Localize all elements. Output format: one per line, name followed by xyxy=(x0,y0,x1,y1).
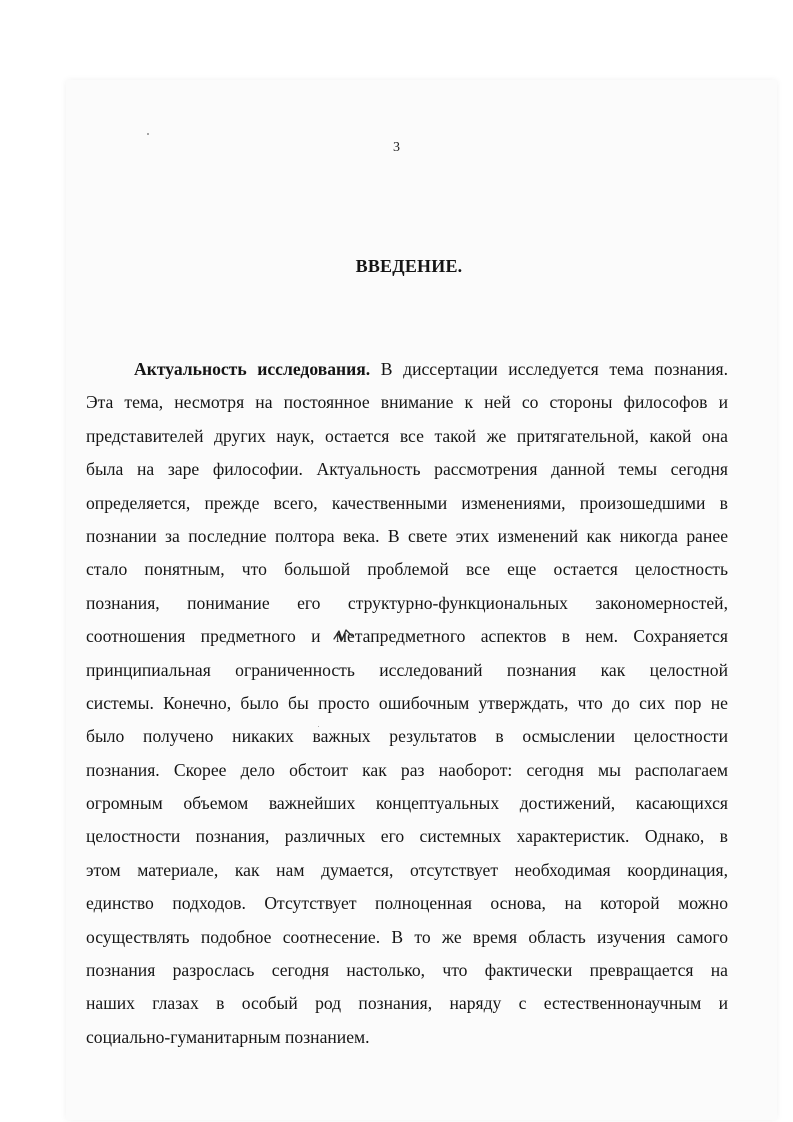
text-line: познания, понимание его структурно-функциональных закономерностей, xyxy=(86,592,728,613)
text-line: единство подходов. Отсутствует полноценная основа, на которой можно xyxy=(86,893,728,914)
text-line: осуществлять подобное соотнесение. В то же время область изучения самого xyxy=(86,926,728,947)
text-line: Эта тема, несмотря на постоянное внимание к ней со стороны философов и xyxy=(86,392,728,413)
text-line xyxy=(86,353,728,386)
handwritten-correction-mark xyxy=(333,627,353,643)
text-line: социально-гуманитарным познанием. xyxy=(86,1026,370,1047)
body-paragraph xyxy=(86,353,728,1054)
text-line: представителей других наук, остается все такой же притягательной, какой она xyxy=(86,425,728,446)
text-line: целостности познания, различных его системных характеристик. Однако, в xyxy=(86,826,728,847)
text-line: познания разрослась сегодня настолько, что фактически превращается на xyxy=(86,960,728,981)
text-line: огромным объемом важнейших концептуальных достижений, касающихся xyxy=(86,793,728,814)
text-line: стало понятным, что большой проблемой все еще остается целостность xyxy=(86,559,728,580)
text-line-continuation: В диссертации исследуется тема познания. xyxy=(370,359,728,379)
lead-in: Актуальность исследования. xyxy=(134,359,371,379)
text-line: познания. Скорее дело обстоит как раз наоборот: сегодня мы располагаем xyxy=(86,759,728,780)
text-line: наших глазах в особый род познания, наряду с естественнонаучным и xyxy=(86,993,728,1014)
text-line: была на заре философии. Актуальность рассмотрения данной темы сегодня xyxy=(86,459,728,480)
text-line: познании за последние полтора века. В свете этих изменений как никогда ранее xyxy=(86,525,728,546)
scan-speck xyxy=(147,133,149,135)
text-line: определяется, прежде всего, качественными изменениями, произошедшими в xyxy=(86,492,728,513)
text-line: этом материале, как нам думается, отсутствует необходимая координация, xyxy=(86,859,728,880)
text-line: системы. Конечно, было бы просто ошибочным утверждать, что до сих пор не xyxy=(86,692,728,713)
text-line: соотношения предметного и метапредметного аспектов в нем. Сохраняется xyxy=(86,626,728,647)
section-heading: ВВЕДЕНИЕ. xyxy=(355,256,463,276)
text-line: было получено никаких важных результатов в осмыслении целостности xyxy=(86,726,728,747)
page-number: 3 xyxy=(393,140,400,155)
text-line: принципиальная ограниченность исследований познания как целостной xyxy=(86,659,728,680)
